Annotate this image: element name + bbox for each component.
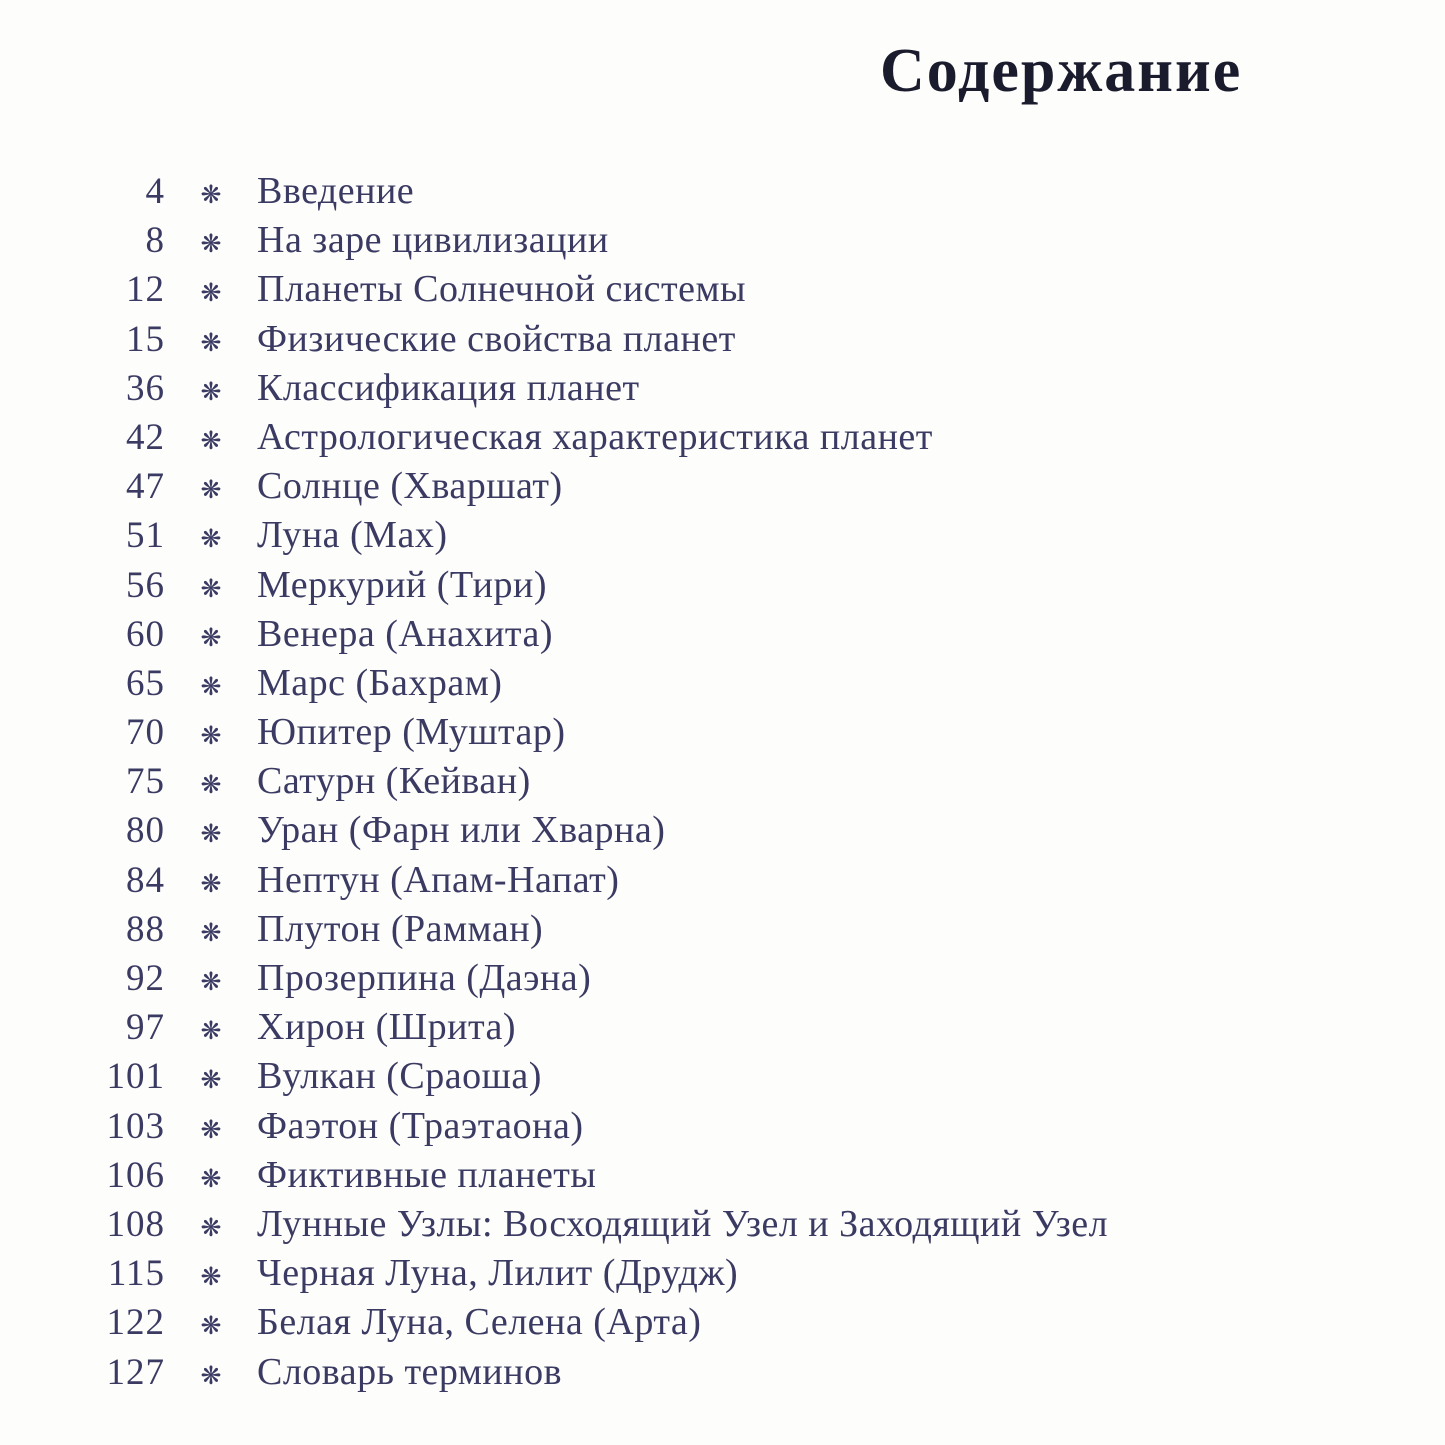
toc-entry-label: Планеты Солнечной системы (257, 268, 747, 311)
toc-entry-label: Сатурн (Кейван) (257, 760, 531, 803)
toc-entry (0, 462, 1445, 511)
toc-entry-label: Луна (Мах) (257, 514, 448, 557)
toc-entry (0, 659, 1445, 708)
toc-page-number: 12 (126, 269, 165, 311)
pinwheel-asterisk-icon: ❋ (200, 1116, 222, 1144)
toc-entry-label: Плутон (Рамман) (257, 907, 544, 950)
pinwheel-asterisk-icon: ❋ (200, 870, 222, 898)
toc-entry-label: Лунные Узлы: Восходящий Узел и Заходящий Узел (257, 1202, 1109, 1245)
page-title: Содержание (880, 37, 1243, 105)
pinwheel-asterisk-icon: ❋ (200, 1165, 222, 1193)
toc-entry-label: Белая Луна, Селена (Арта) (257, 1301, 702, 1344)
pinwheel-asterisk-icon: ❋ (200, 772, 222, 800)
toc-entry-label: Черная Луна, Лилит (Друдж) (257, 1252, 739, 1295)
toc-entry-label: Юпитер (Муштар) (257, 711, 566, 754)
pinwheel-asterisk-icon: ❋ (200, 1362, 222, 1390)
pinwheel-asterisk-icon: ❋ (200, 969, 222, 996)
toc-page-number: 88 (126, 908, 165, 950)
toc-page-number: 92 (126, 958, 165, 999)
toc-entry (0, 757, 1445, 806)
pinwheel-asterisk-icon: ❋ (200, 575, 222, 603)
pinwheel-asterisk-icon: ❋ (200, 427, 222, 455)
toc-list (0, 167, 1445, 1397)
toc-entry (0, 1151, 1445, 1200)
toc-entry (0, 413, 1445, 462)
toc-entry (0, 1348, 1445, 1397)
toc-entry-label: Прозерпина (Даэна) (257, 957, 592, 999)
toc-entry (0, 1102, 1445, 1151)
toc-page-number: 103 (106, 1105, 165, 1147)
toc-page-number: 42 (126, 416, 165, 458)
toc-entry (0, 708, 1445, 757)
toc-page-number: 15 (126, 318, 165, 360)
toc-entry (0, 364, 1445, 413)
toc-entry (0, 167, 1445, 216)
toc-entry-label: Фаэтон (Траэтаона) (257, 1104, 584, 1147)
toc-entry-label: Астрологическая характеристика планет (257, 415, 933, 458)
toc-page-number: 127 (106, 1351, 165, 1393)
toc-entry (0, 1003, 1445, 1052)
toc-page-number: 108 (106, 1203, 165, 1245)
toc-page-number: 101 (106, 1056, 165, 1098)
toc-entry-label: Вулкан (Сраоша) (257, 1055, 542, 1098)
toc-entry-label: Хирон (Шрита) (257, 1006, 517, 1049)
toc-page-number: 115 (107, 1253, 165, 1295)
toc-entry (0, 265, 1445, 314)
toc-page-number: 4 (145, 171, 165, 212)
toc-entry-label: Введение (257, 170, 415, 212)
toc-page-number: 60 (126, 613, 165, 655)
toc-page-number: 65 (126, 662, 165, 704)
pinwheel-asterisk-icon: ❋ (200, 1214, 222, 1242)
toc-entry (0, 561, 1445, 610)
pinwheel-asterisk-icon: ❋ (200, 1067, 222, 1095)
pinwheel-asterisk-icon: ❋ (200, 280, 222, 308)
toc-page-number: 36 (126, 367, 165, 409)
toc-entry (0, 905, 1445, 954)
toc-entry (0, 1249, 1445, 1298)
pinwheel-asterisk-icon: ❋ (200, 477, 222, 505)
toc-entry (0, 315, 1445, 364)
toc-entry-label: Солнце (Хваршат) (257, 465, 563, 508)
toc-page-number: 51 (126, 515, 165, 557)
toc-entry (0, 1200, 1445, 1249)
toc-entry-label: Фиктивные планеты (257, 1153, 597, 1196)
pinwheel-asterisk-icon: ❋ (200, 526, 222, 554)
toc-entry (0, 1052, 1445, 1101)
toc-page-number: 8 (145, 220, 165, 262)
pinwheel-asterisk-icon: ❋ (200, 821, 222, 849)
toc-page-number: 122 (106, 1302, 165, 1344)
pinwheel-asterisk-icon: ❋ (200, 182, 222, 209)
toc-entry-label: Венера (Анахита) (257, 612, 554, 655)
toc-entry-label: Уран (Фарн или Хварна) (257, 809, 666, 852)
pinwheel-asterisk-icon: ❋ (200, 673, 222, 701)
toc-entry (0, 511, 1445, 560)
toc-entry (0, 1298, 1445, 1347)
toc-page-number: 47 (126, 466, 165, 508)
toc-entry-label: Марс (Бахрам) (257, 661, 503, 704)
toc-page-number: 56 (126, 564, 165, 606)
toc-page-number: 80 (126, 810, 165, 852)
toc-entry (0, 806, 1445, 855)
toc-entry (0, 954, 1445, 1003)
toc-entry (0, 610, 1445, 659)
toc-entry-label: На заре цивилизации (257, 219, 609, 262)
toc-entry (0, 216, 1445, 265)
pinwheel-asterisk-icon: ❋ (200, 624, 222, 652)
pinwheel-asterisk-icon: ❋ (200, 329, 222, 357)
toc-page-number: 70 (126, 712, 165, 754)
pinwheel-asterisk-icon: ❋ (200, 1313, 222, 1341)
toc-entry (0, 856, 1445, 905)
toc-entry-label: Физические свойства планет (257, 317, 736, 360)
toc-page-number: 84 (126, 859, 165, 901)
toc-entry-label: Нептун (Апам-Напат) (257, 858, 620, 901)
pinwheel-asterisk-icon: ❋ (200, 378, 222, 406)
toc-entry-label: Меркурий (Тири) (257, 563, 547, 606)
pinwheel-asterisk-icon: ❋ (200, 723, 222, 751)
pinwheel-asterisk-icon: ❋ (200, 1264, 222, 1292)
toc-entry-label: Классификация планет (257, 366, 640, 409)
toc-entry-label: Словарь терминов (257, 1350, 563, 1393)
toc-page-number: 97 (126, 1007, 165, 1049)
toc-page-number: 106 (106, 1154, 165, 1196)
toc-page-number: 75 (126, 761, 165, 803)
pinwheel-asterisk-icon: ❋ (200, 919, 222, 947)
pinwheel-asterisk-icon: ❋ (200, 1018, 222, 1046)
pinwheel-asterisk-icon: ❋ (200, 231, 222, 259)
